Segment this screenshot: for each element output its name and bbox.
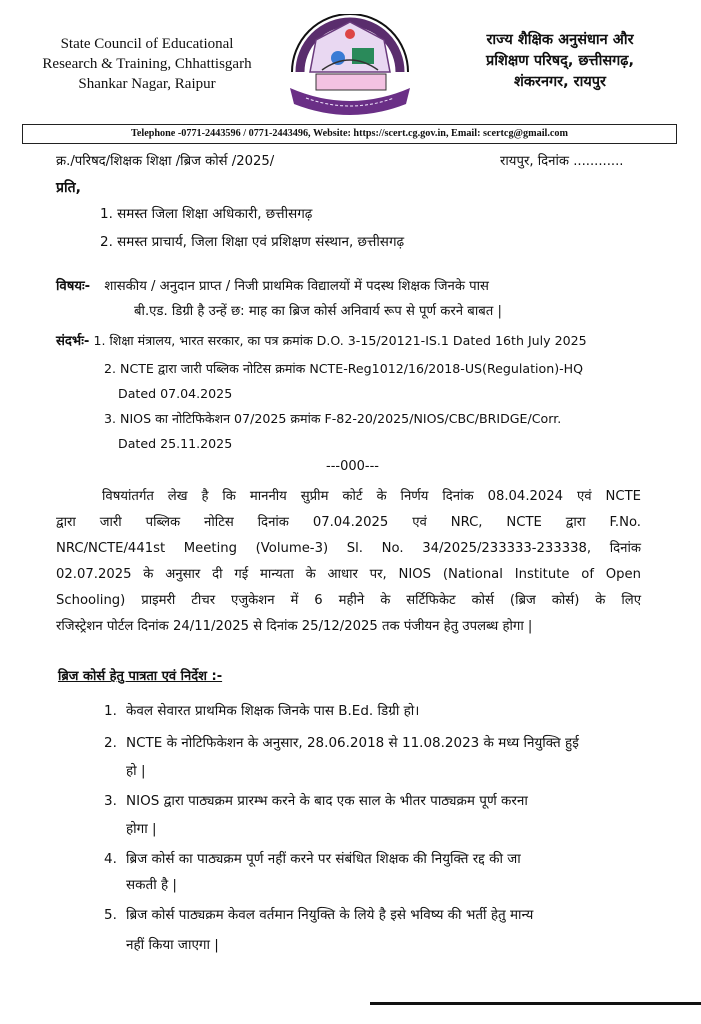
org-hi-line2: प्रशिक्षण परिषद्, छत्तीसगढ़,: [486, 53, 634, 69]
org-en-line1: State Council of Educational: [60, 36, 234, 52]
point-1-text: केवल सेवारत प्राथमिक शिक्षक जिनके पास B.Ed. डिग्री हो।: [126, 703, 420, 719]
point-3-text: NIOS द्वारा पाठ्यक्रम प्रारम्भ करने के बाद एक साल के भीतर पाठ्यक्रम पूर्ण करना: [126, 793, 528, 809]
subject-line-1: [56, 278, 489, 296]
reference-3: 3. NIOS का नोटिफिकेशन 07/2025 क्रमांक F-82-20/2025/NIOS/CBC/BRIDGE/Corr.: [104, 411, 562, 426]
reference-1: [56, 332, 587, 351]
point-3-continuation: होगा |: [126, 821, 157, 837]
point-5-number: 5.: [104, 907, 117, 923]
org-hi-line1: राज्य शैक्षिक अनुसंधान और: [486, 32, 634, 48]
body-line-2: द्वारा जारी पब्लिक नोटिस दिनांक 07.04.2025 एवं NRC, NCTE द्वारा F.No.: [56, 515, 641, 530]
to-label: प्रति,: [56, 180, 81, 196]
point-4-number: 4.: [104, 851, 117, 867]
body-line-1: विषयांतर्गत लेख है कि माननीय सुप्रीम कोर्ट के निर्णय दिनांक 08.04.2024 एवं NCTE: [102, 489, 641, 504]
contact-info: Telephone -0771-2443596 / 0771-2443496, Website: https://scert.cg.gov.in, Email: scertcg@gmail.com: [22, 124, 677, 144]
recipient-1: 1. समस्त जिला शिक्षा अधिकारी, छत्तीसगढ़: [100, 206, 313, 222]
org-en-line3: Shankar Nagar, Raipur: [78, 76, 216, 92]
reference-2-date: Dated 07.04.2025: [118, 386, 233, 401]
subject-text-2: बी.एड. डिग्री है उन्हें छ: माह का ब्रिज कोर्स अनिवार्य रूप से पूर्ण करने बाबत |: [134, 304, 502, 319]
point-5-continuation: नहीं किया जाएगा |: [126, 937, 219, 953]
point-4-continuation: सकती है |: [126, 877, 177, 893]
date-label: रायपुर, दिनांक ............: [500, 154, 624, 169]
recipient-2: 2. समस्त प्राचार्य, जिला शिक्षा एवं प्रशिक्षण संस्थान, छत्तीसगढ़: [100, 234, 405, 250]
point-3: [104, 786, 528, 816]
body-paragraph: [56, 484, 641, 640]
subject-text-1: शासकीय / अनुदान प्राप्त / निजी प्राथमिक विद्यालयों में पदस्थ शिक्षक जिनके पास: [104, 279, 489, 294]
reference-1-text: 1. शिक्षा मंत्रालय, भारत सरकार, का पत्र क्रमांक D.O. 3-15/20121-IS.1 Dated 16th July 2025: [93, 333, 587, 348]
body-line-5: Schooling) प्राइमरी टीचर एजुकेशन में 6 महीने के सर्टिफिकेट कोर्स (ब्रिज कोर्स) के लिए: [56, 593, 641, 608]
org-name-english: [22, 34, 272, 94]
reference-2: 2. NCTE द्वारा जारी पब्लिक नोटिस क्रमांक NCTE-Reg1012/16/2018-US(Regulation)-HQ: [104, 361, 584, 376]
point-5-text: ब्रिज कोर्स पाठ्यक्रम केवल वर्तमान नियुक्ति के लिये है इसे भविष्य की भर्ती हेतु मान्य: [126, 907, 534, 923]
body-line-3: NRC/NCTE/441st Meeting (Volume-3) Sl. No. 34/2025/233333-233338, दिनांक: [56, 541, 641, 556]
org-name-hindi: [440, 30, 680, 93]
org-en-line2: Research & Training, Chhattisgarh: [42, 56, 252, 72]
body-line-4: 02.07.2025 के अनुसार दी गई मान्यता के आधार पर, NIOS (National Institute of Open: [56, 567, 641, 582]
point-3-number: 3.: [104, 793, 117, 809]
scert-emblem-icon: [286, 14, 414, 122]
body-line-6: रजिस्ट्रेशन पोर्टल दिनांक 24/11/2025 से दिनांक 25/12/2025 तक पंजीयन हेतु उपलब्ध होगा |: [56, 619, 533, 634]
point-4: [104, 844, 521, 874]
org-hi-line3: शंकरनगर, रायपुर: [514, 74, 606, 90]
reference-number: क्र./परिषद/शिक्षक शिक्षा /ब्रिज कोर्स /2025/: [56, 154, 275, 169]
reference-3-date: Dated 25.11.2025: [118, 436, 233, 451]
point-2-text: NCTE के नोटिफिकेशन के अनुसार, 28.06.2018 से 11.08.2023 के मध्य नियुक्ति हुई: [126, 735, 579, 751]
point-2-number: 2.: [104, 735, 117, 751]
point-1-number: 1.: [104, 703, 117, 719]
subject-label: विषयः-: [56, 279, 91, 294]
references-label: संदर्भः-: [56, 334, 90, 349]
section-title: ब्रिज कोर्स हेतु पात्रता एवं निर्देश :-: [58, 669, 223, 684]
section-divider: ---000---: [326, 459, 379, 474]
point-5: [104, 900, 533, 930]
point-4-text: ब्रिज कोर्स का पाठ्यक्रम पूर्ण नहीं करने पर संबंधित शिक्षक की नियुक्ति रद्द की जा: [126, 851, 521, 867]
point-1: [104, 696, 419, 726]
point-2-continuation: हो |: [126, 763, 146, 779]
point-2: [104, 728, 579, 758]
page-edge-rule: [370, 1002, 701, 1005]
